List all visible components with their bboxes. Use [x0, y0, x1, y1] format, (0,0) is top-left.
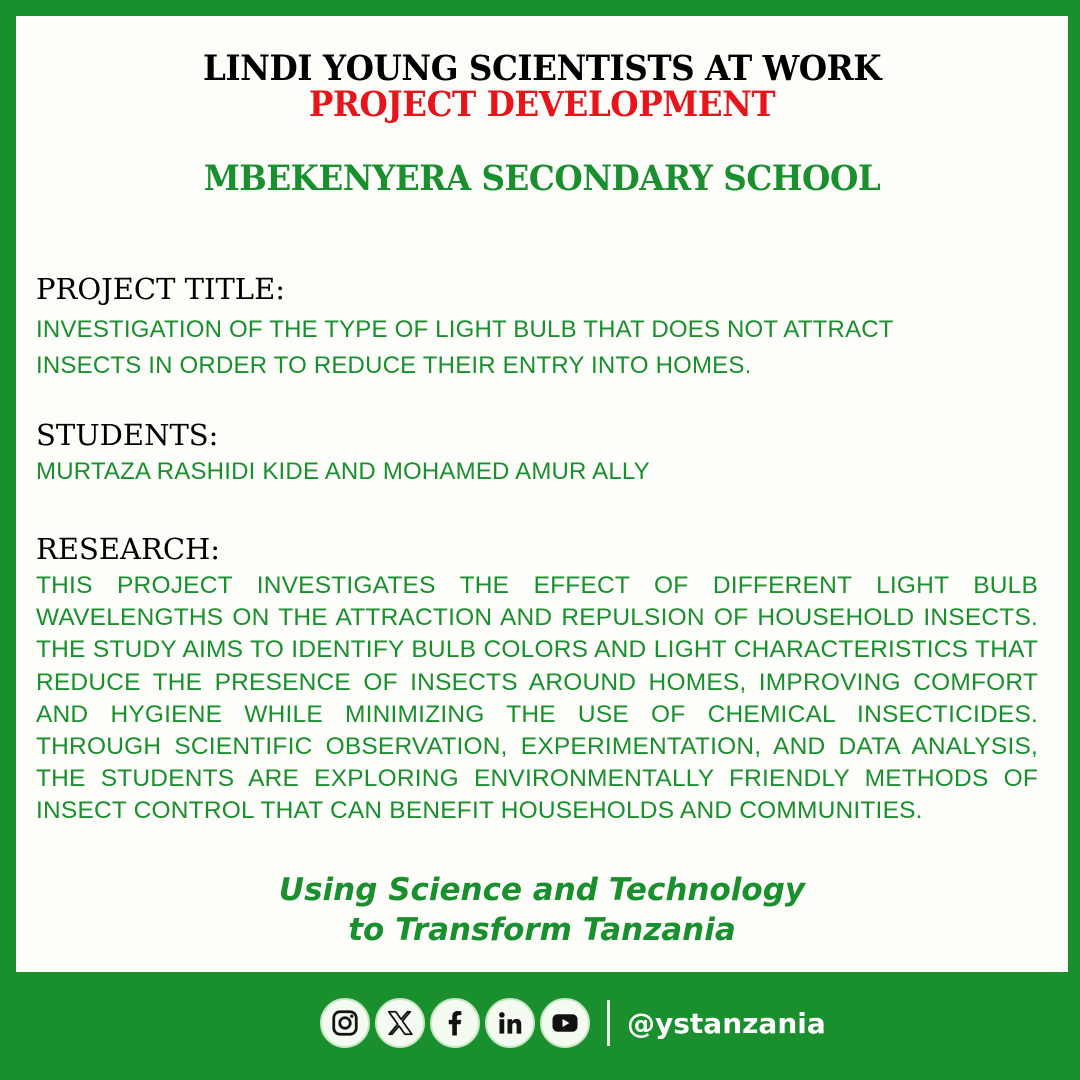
facebook-icon[interactable]: [430, 998, 480, 1048]
student-names: MURTAZA RASHIDI KIDE AND MOHAMED AMUR ALLY: [36, 458, 650, 485]
project-title-line-2: INSECTS IN ORDER TO REDUCE THEIR ENTRY INTO HOMES.: [36, 352, 752, 379]
school-name: MBEKENYERA SECONDARY SCHOOL: [203, 158, 881, 199]
poster-card: [16, 16, 1068, 972]
instagram-icon[interactable]: [320, 998, 370, 1048]
social-handle[interactable]: @ystanzania: [627, 1006, 826, 1040]
students-label: STUDENTS:: [36, 418, 219, 452]
research-label: RESEARCH:: [36, 532, 221, 566]
slogan-line-2: to Transform Tanzania: [348, 912, 736, 948]
linkedin-icon[interactable]: [485, 998, 535, 1048]
header-title: LINDI YOUNG SCIENTISTS AT WORK: [202, 48, 882, 89]
research-description: THIS PROJECT INVESTIGATES THE EFFECT OF DIFFERENT LIGHT BULB WAVELENGTHS ON THE ATTRACTION AND REPULSION OF HOUSEHOLD INSECTS. THE STUDY AIMS TO IDENTIFY BULB COLORS AND LIGHT CHARACTERISTICS THAT REDUCE THE PRESENCE OF INSECTS AROUND HOMES, IMPROVING COMFORT AND HYGIENE WHILE MINIMIZING THE USE OF CHEMICAL INSECTICIDES. THROUGH SCIENTIFIC OBSERVATION, EXPERIMENTATION, AND DATA ANALYSIS, THE STUDENTS ARE EXPLORING ENVIRONMENTALLY FRIENDLY METHODS OF INSECT CONTROL THAT CAN BENEFIT HOUSEHOLDS AND COMMUNITIES.: [36, 572, 1038, 825]
project-title-line-1: INVESTIGATION OF THE TYPE OF LIGHT BULB THAT DOES NOT ATTRACT: [36, 316, 894, 343]
slogan-line-1: Using Science and Technology: [278, 872, 806, 908]
header-subtitle: PROJECT DEVELOPMENT: [308, 84, 776, 125]
project-title-label: PROJECT TITLE:: [36, 272, 286, 306]
footer-divider: [607, 1000, 610, 1046]
social-footer: [320, 996, 826, 1050]
x-icon[interactable]: [375, 998, 425, 1048]
youtube-icon[interactable]: [540, 998, 590, 1048]
